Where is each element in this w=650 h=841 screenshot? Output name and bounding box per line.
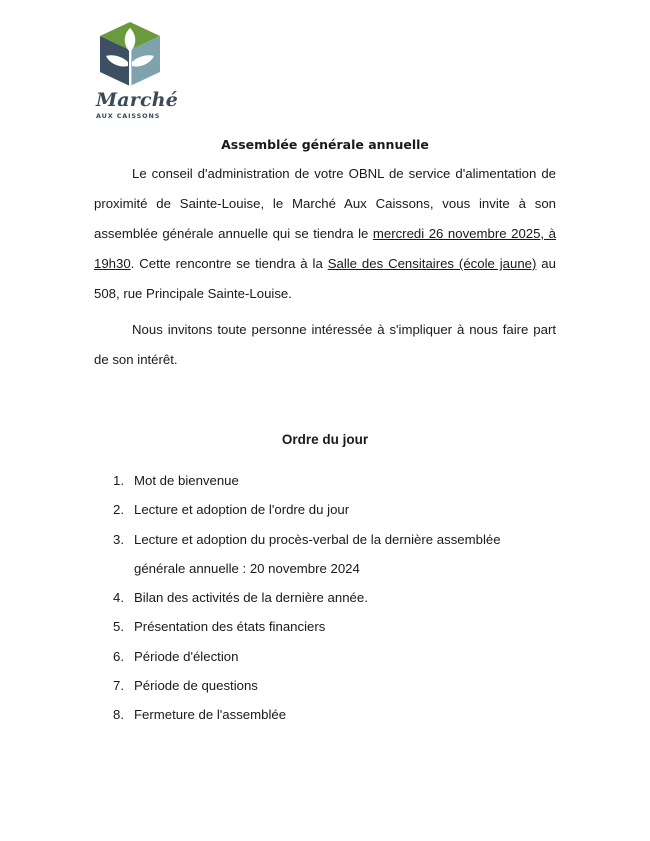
agenda-item-text: Période de questions	[134, 678, 258, 694]
agenda-item-text: Fermeture de l'assemblée	[134, 707, 287, 723]
agenda-item	[113, 495, 553, 524]
agenda-item-text: Mot de bienvenue	[134, 473, 239, 488]
agenda-item-number: 5.	[113, 619, 124, 635]
agenda-item-number: 6.	[113, 648, 124, 664]
agenda-item-number: 7.	[113, 678, 124, 694]
agenda-item-number: 3.	[113, 531, 124, 547]
agenda-item-number: 8.	[113, 707, 124, 723]
invitation-paragraph	[94, 315, 556, 375]
agenda-item	[113, 525, 553, 584]
agenda-title: Ordre du jour	[281, 432, 369, 447]
agenda-item-number: 2.	[113, 502, 124, 518]
logo	[94, 18, 166, 90]
agenda-item	[113, 612, 553, 641]
invitation-text: Nous invitons toute personne intéressée à s'impliquer à nous faire part de son intérêt.	[94, 322, 556, 367]
document-title: Assemblée générale annuelle	[221, 137, 429, 152]
agenda-item-text: Présentation des états financiers	[134, 619, 326, 635]
agenda-item	[113, 671, 553, 700]
meeting-date: mercredi 26 novembre 2025, à 19h30	[94, 226, 556, 271]
agenda-item-text: Bilan des activités de la dernière année.	[134, 590, 368, 606]
meeting-venue: Salle des Censitaires (école jaune)	[327, 256, 537, 271]
intro-text-3: au 508, rue Principale Sainte-Louise.	[94, 256, 556, 301]
intro-text-1: Le conseil d'administration de votre OBNL de service d'alimentation de proximité de Sainte-Louise, le Marché Aux Caissons, vous invite à son assemblée générale annuelle qui se tiendra le	[94, 166, 556, 241]
cube-leaf-icon	[94, 18, 166, 90]
agenda-list	[113, 466, 553, 730]
logo-wordmark: Marché	[96, 89, 179, 111]
agenda-item-number: 4.	[113, 590, 124, 606]
agenda-item	[113, 700, 553, 729]
agenda-item	[113, 642, 553, 671]
agenda-item	[113, 583, 553, 612]
agenda-item-text: Lecture et adoption de l'ordre du jour	[134, 502, 350, 518]
agenda-item-number: 1.	[113, 473, 124, 488]
logo-subtitle: AUX CAISSONS	[96, 112, 161, 120]
agenda-item-text: Lecture et adoption du procès-verbal de la dernière assemblée générale annuelle : 20 novembre 2024	[134, 531, 501, 576]
agenda-item-text: Période d'élection	[134, 648, 239, 664]
intro-text-2: . Cette rencontre se tiendra à la	[130, 256, 328, 271]
agenda-item	[113, 466, 553, 495]
intro-paragraph	[94, 159, 556, 309]
